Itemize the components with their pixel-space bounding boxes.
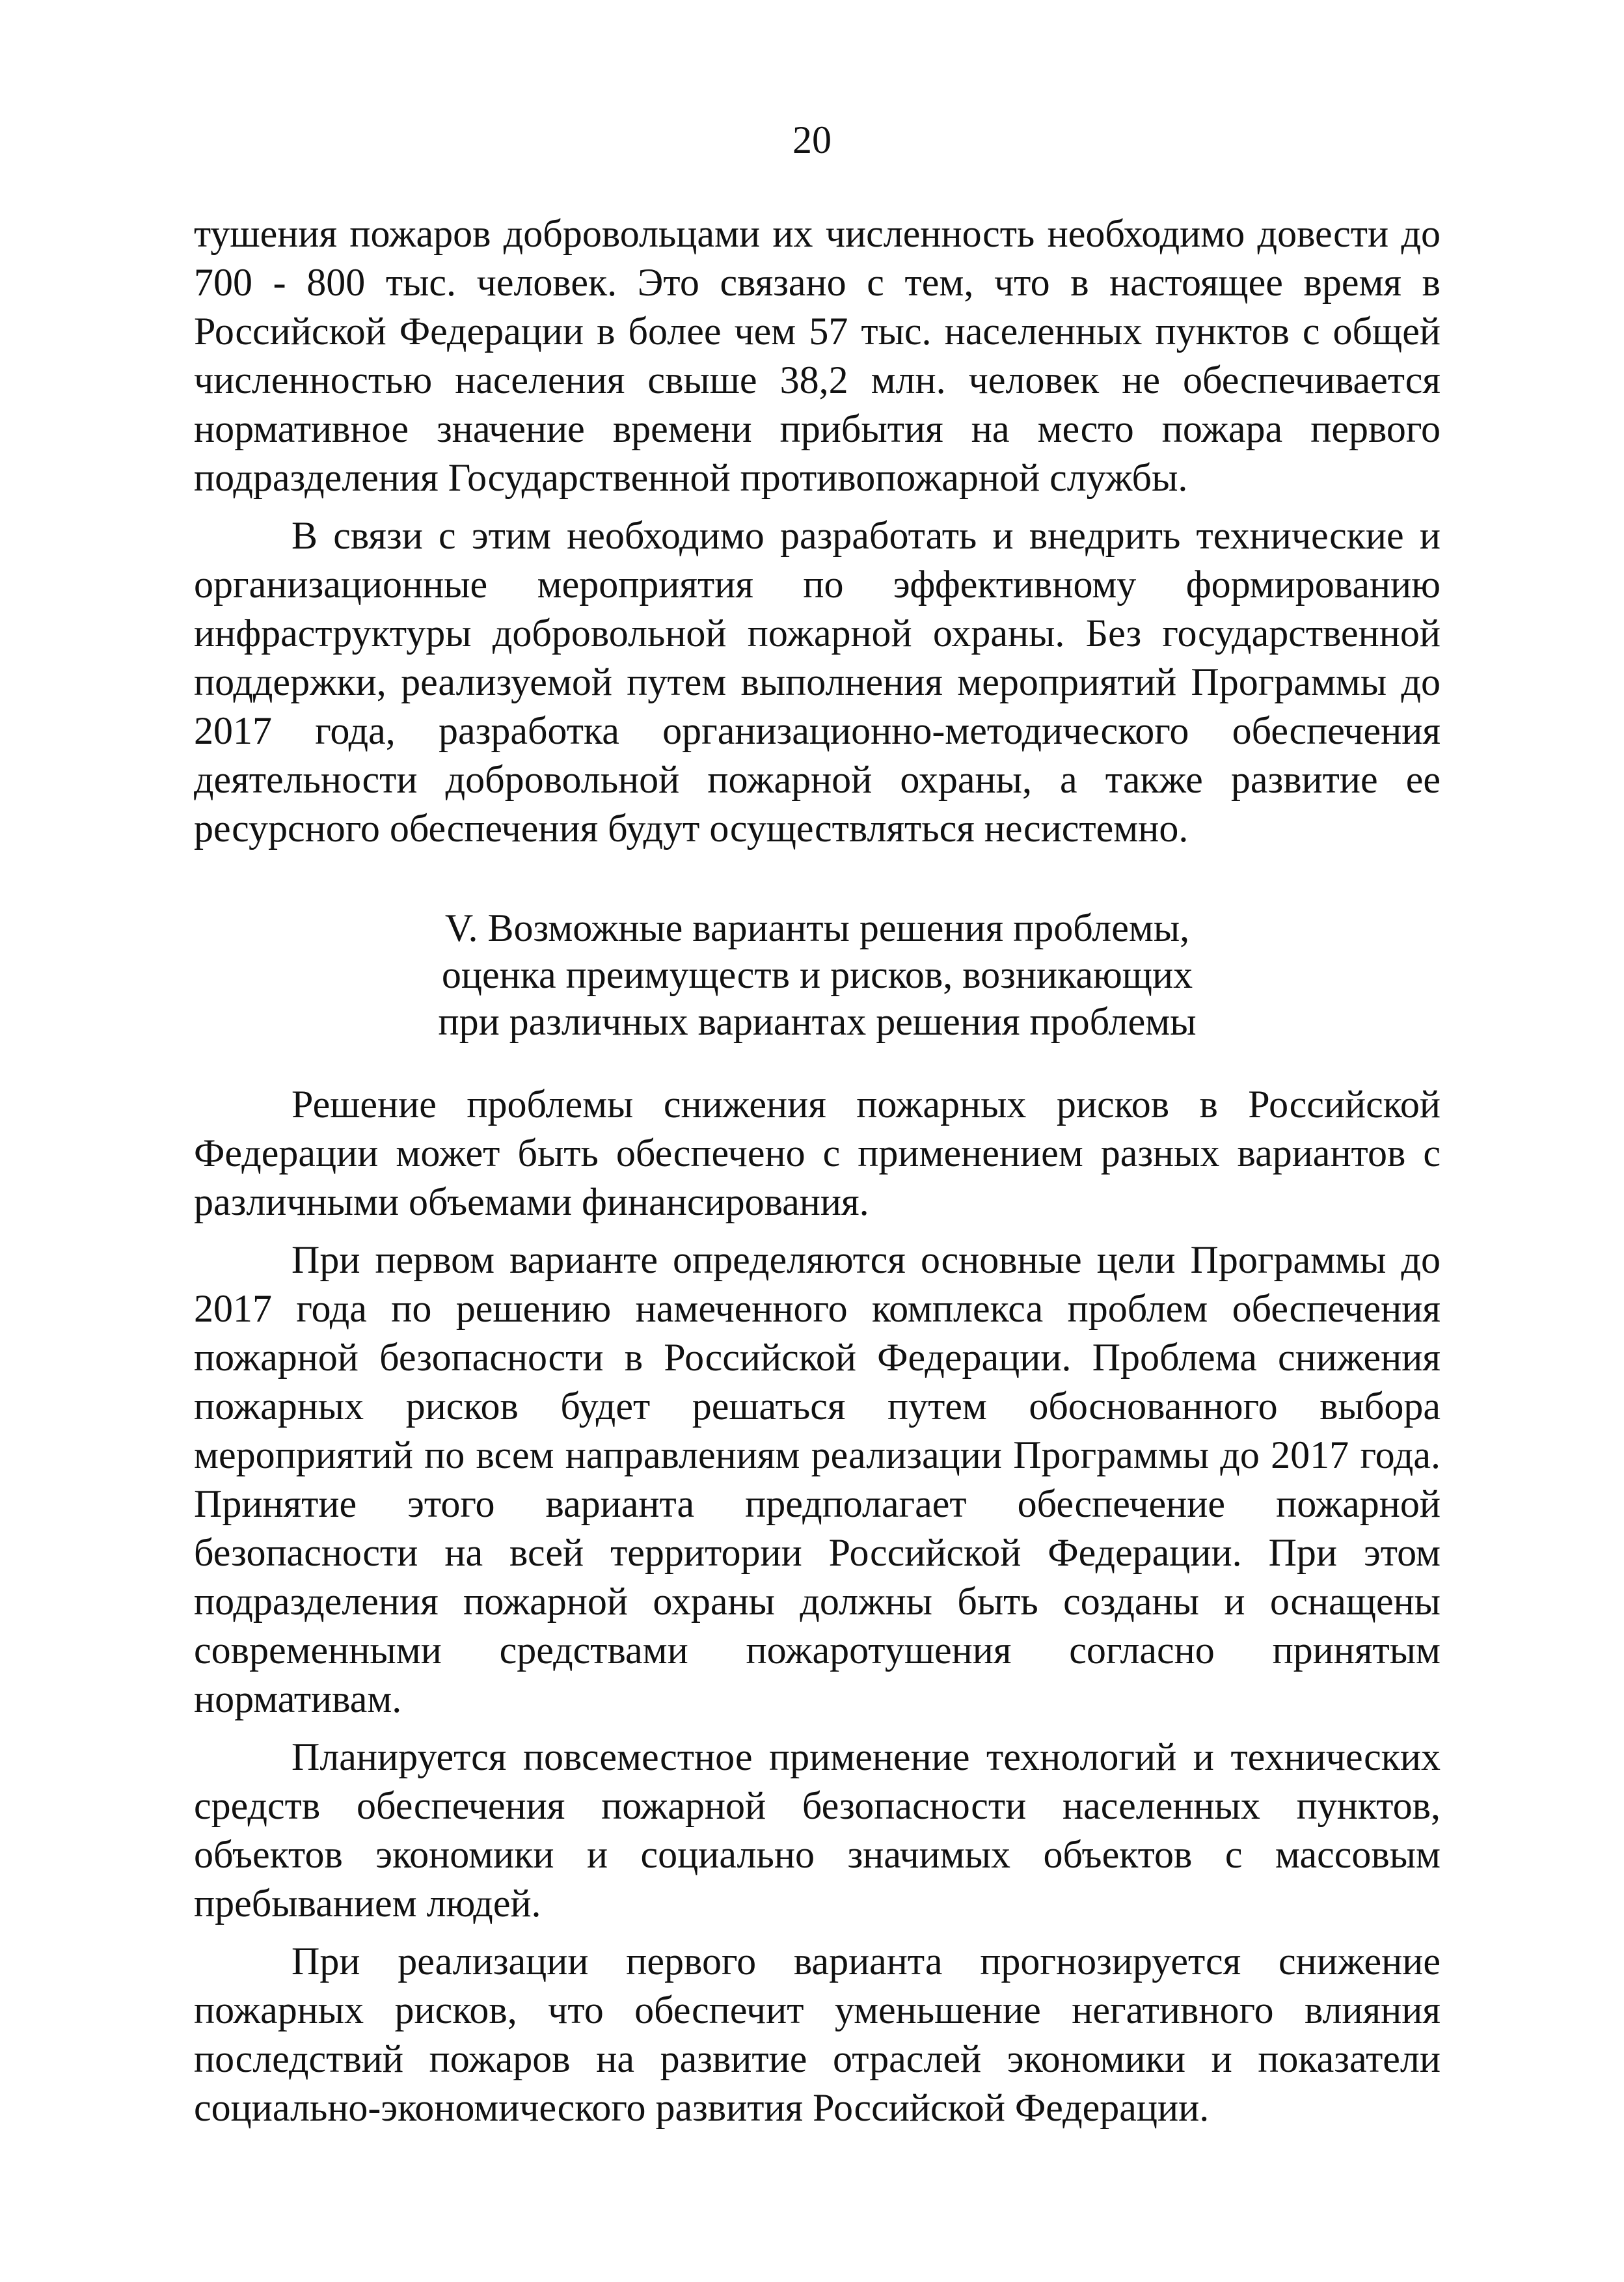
paragraph-first-variant: При первом варианте определяются основные цели Программы до 2017 года по решению намеченного комплекса проблем обеспечения пожарной безопасности в Российской Федерации. Проблема снижения пожарных рисков будет решаться путем обоснованного выбора мероприятий по всем направлениям реализации Программы до 2017 года. Принятие этого варианта предполагает обеспечение пожарной безопасности на всей территории Российской Федерации. При этом подразделения пожарной охраны должны быть созданы и оснащены современными средствами пожаротушения согласно принятым нормативам. bbox=[194, 1238, 1441, 1720]
paragraph-forecast: При реализации первого варианта прогнозируется снижение пожарных рисков, что обеспечит уменьшение негативного влияния последствий пожаров на развитие отраслей экономики и показатели социально-экономического развития Российской Федерации. bbox=[194, 1940, 1441, 2129]
paragraph-volunteer-support: В связи с этим необходимо разработать и внедрить технические и организационные мероприятия по эффективному формированию инфраструктуры добровольной пожарной охраны. Без государственной поддержки, реализуемой путем выполнения мероприятий Программы до 2017 года, разработка организационно-методического обеспечения деятельности добровольной пожарной охраны, а также развитие ее ресурсного обеспечения будут осуществляться несистемно. bbox=[194, 514, 1441, 850]
section-heading-line-2: оценка преимуществ и рисков, возникающих bbox=[441, 953, 1193, 996]
paragraph-solution-intro: Решение проблемы снижения пожарных рисков в Российской Федерации может быть обеспечено с применением разных вариантов с различными объемами финансирования. bbox=[194, 1083, 1441, 1223]
section-heading-line-1: V. Возможные варианты решения проблемы, bbox=[444, 906, 1190, 949]
page-number: 20 bbox=[792, 118, 832, 161]
paragraph-continuation: тушения пожаров добровольцами их численность необходимо довести до 700 - 800 тыс. человек. Это связано с тем, что в настоящее время в Российской Федерации в более чем 57 тыс. населенных пунктов с общей численностью населения свыше 38,2 млн. человек не обеспечивается нормативное значение времени прибытия на место пожара первого подразделения Государственной противопожарной службы. bbox=[194, 212, 1441, 499]
section-heading-line-3: при различных вариантах решения проблемы bbox=[438, 1000, 1197, 1043]
body-text-bottom bbox=[194, 1080, 1441, 2132]
section-heading bbox=[194, 904, 1441, 1045]
paragraph-technologies: Планируется повсеместное применение технологий и технических средств обеспечения пожарной безопасности населенных пунктов, объектов экономики и социально значимых объектов с массовым пребыванием людей. bbox=[194, 1735, 1441, 1925]
body-text-top bbox=[194, 210, 1441, 853]
